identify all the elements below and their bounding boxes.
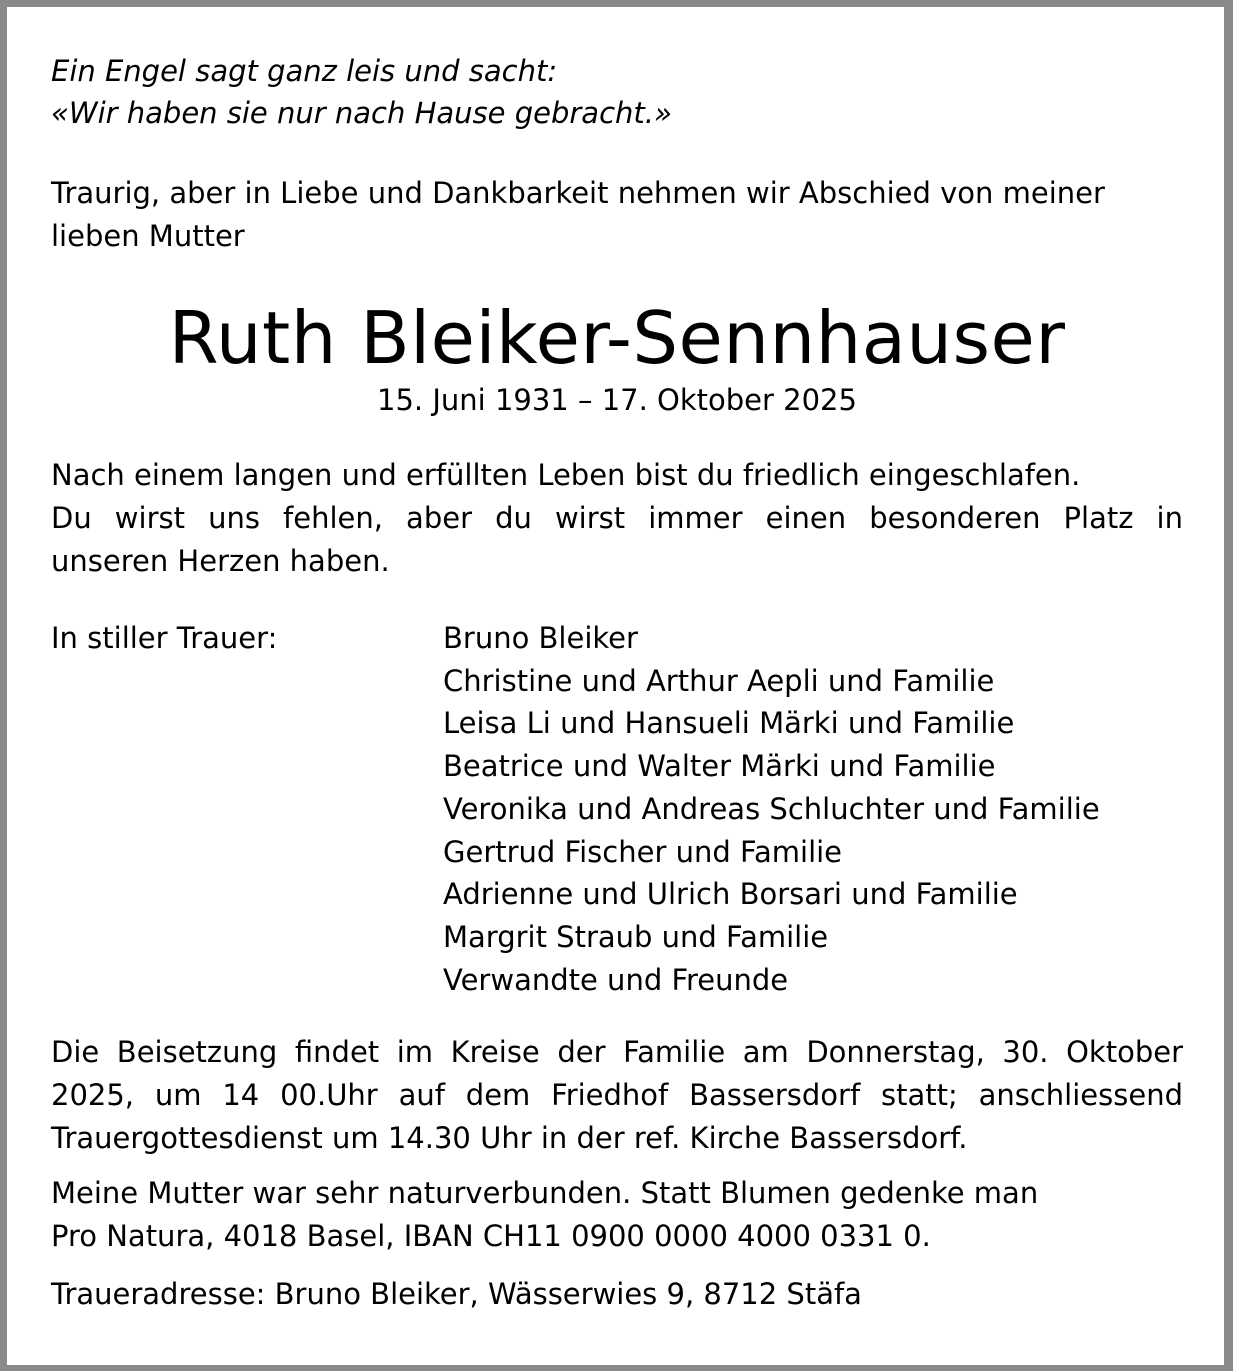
epigraph-quote <box>51 50 1183 134</box>
message-line: Du wirst uns fehlen, aber du wirst immer einen besonderen Platz in <box>51 501 1183 535</box>
list-item: Bruno Bleiker <box>443 621 638 655</box>
mourners-label: In stiller Trauer: <box>51 621 278 655</box>
list-item: Margrit Straub und Familie <box>443 919 829 954</box>
quote-line: Ein Engel sagt ganz leis und sacht: <box>51 54 558 88</box>
mourners-list <box>443 617 1100 1001</box>
funeral-line: Trauergottesdienst um 14.30 Uhr in der ref. Kirche Bassersdorf. <box>51 1121 968 1156</box>
list-item: Gertrud Fischer und Familie <box>443 834 843 869</box>
funeral-line: 2025, um 14 00.Uhr auf dem Friedhof Bassersdorf statt; anschliessend <box>51 1078 1183 1113</box>
obituary-content <box>51 50 1183 1316</box>
quote-line: «Wir haben sie nur nach Hause gebracht.» <box>51 96 672 130</box>
intro-text <box>51 172 1183 258</box>
message-line: unseren Herzen haben. <box>51 544 390 578</box>
donation-line: Pro Natura, 4018 Basel, IBAN CH11 0900 0000 4000 0331 0. <box>51 1219 931 1254</box>
funeral-line: Die Beisetzung findet im Kreise der Familie am Donnerstag, 30. Oktober <box>51 1035 1183 1070</box>
list-item: Leisa Li und Hansueli Märki und Familie <box>443 706 1015 741</box>
message-line: Nach einem langen und erfüllten Leben bist du friedlich eingeschlafen. <box>51 458 1081 492</box>
list-item: Veronika und Andreas Schluchter und Familie <box>443 791 1100 826</box>
mourners-section <box>51 617 1183 1001</box>
list-item: Beatrice und Walter Märki und Familie <box>443 749 996 784</box>
intro-line: Traurig, aber in Liebe und Dankbarkeit nehmen wir Abschied von meiner <box>51 176 1105 210</box>
list-item: Christine und Arthur Aepli und Familie <box>443 663 995 698</box>
list-item: Verwandte und Freunde <box>443 962 789 997</box>
farewell-message <box>51 454 1183 583</box>
life-dates: 15. Juni 1931 – 17. Oktober 2025 <box>377 383 857 417</box>
deceased-name: Ruth Bleiker-Sennhauser <box>168 296 1066 380</box>
funeral-details <box>51 1031 1183 1160</box>
list-item: Adrienne und Ulrich Borsari und Familie <box>443 877 1018 912</box>
donation-note <box>51 1172 1183 1258</box>
mourning-address: Traueradresse: Bruno Bleiker, Wässerwies 9, 8712 Stäfa <box>51 1277 862 1312</box>
donation-line: Meine Mutter war sehr naturverbunden. Statt Blumen gedenke man <box>51 1176 1039 1211</box>
intro-line: lieben Mutter <box>51 219 245 253</box>
